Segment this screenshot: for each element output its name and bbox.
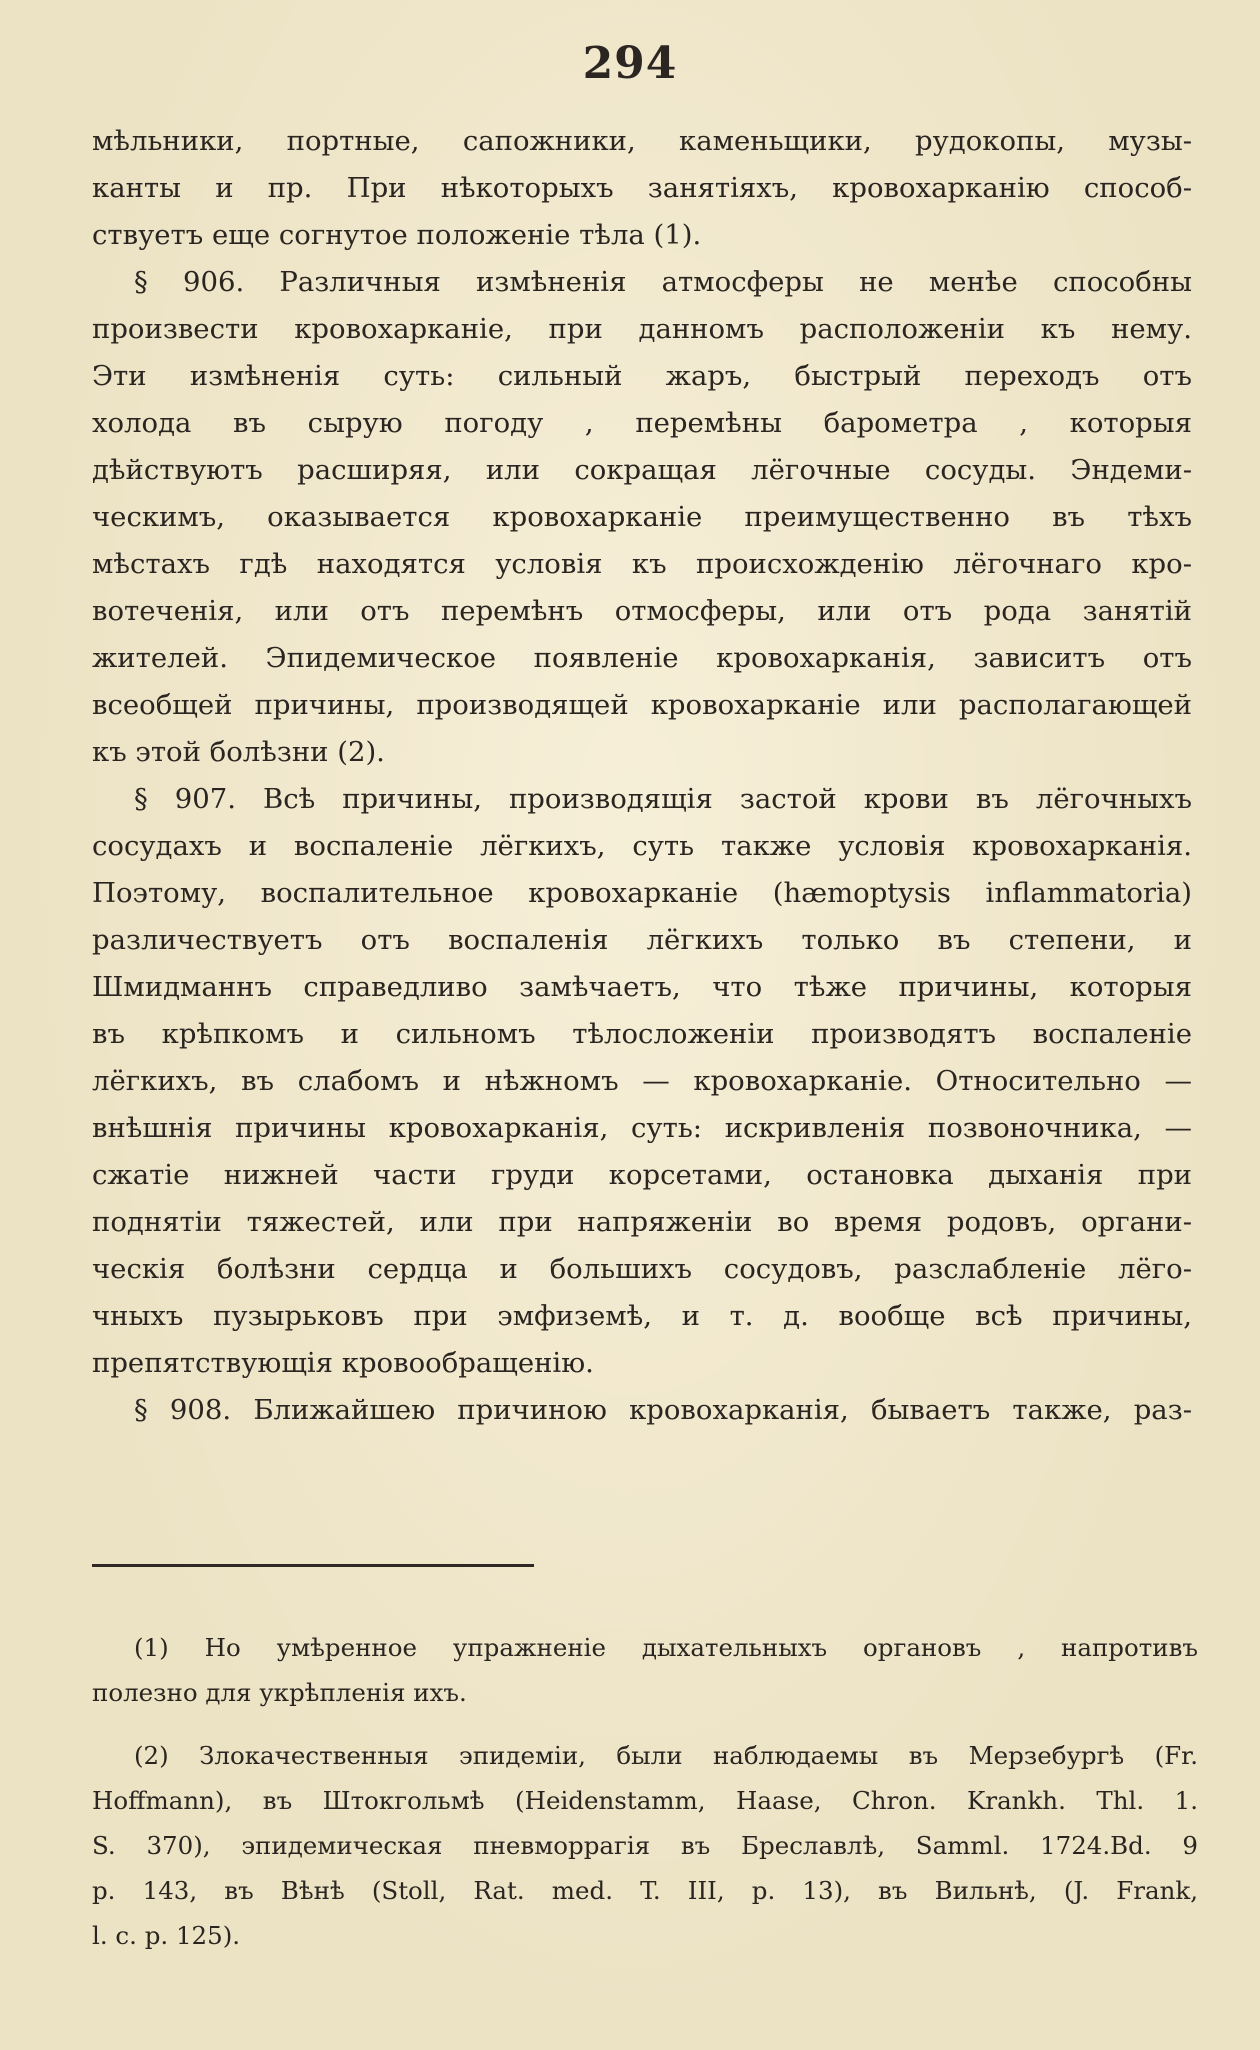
text-line: Шмидманнъ справедливо замѣчаетъ, что тѣже причины, которыя [92,971,1192,1003]
footnote-line: S. 370), эпидемическая пневморрагія въ Бреславлѣ, Samml. 1724.Bd. 9 [92,1831,1198,1860]
footnote-line: p. 143, въ Вѣнѣ (Stoll, Rat. med. T. III, p. 13), въ Вильнѣ, (J. Frank, [92,1876,1198,1905]
text-line: внѣшнія причины кровохарканія, суть: искривленія позвоночника, — [92,1112,1192,1144]
text-line: сжатіе нижней части груди корсетами, остановка дыханія при [92,1159,1192,1191]
footnote-line: l. c. p. 125). [92,1921,241,1950]
text-line: произвести кровохарканіе, при данномъ расположеніи къ нему. [92,313,1192,345]
text-line: всеобщей причины, производящей кровохарканіе или располагающей [92,689,1192,721]
text-line: ческимъ, оказывается кровохарканіе преимущественно въ тѣхъ [92,501,1192,533]
footnotes [92,1625,1198,1958]
text-line: мѣстахъ гдѣ находятся условія къ происхожденію лёгочнаго кро- [92,548,1192,580]
footnote-separator [92,1564,534,1567]
text-line: ствуетъ еще согнутое положеніе тѣла (1). [92,219,702,251]
main-text [92,118,1192,1434]
footnote-1 [92,1625,1198,1715]
text-line: препятствующія кровообращенію. [92,1347,594,1379]
footnote-line: полезно для укрѣпленія ихъ. [92,1678,467,1707]
footnote-line: Hoffmann), въ Штокгольмѣ (Heidenstamm, Haase, Chron. Krankh. Thl. 1. [92,1786,1198,1815]
text-line: холода въ сырую погоду , перемѣны барометра , которыя [92,407,1192,439]
text-line: сосудахъ и воспаленіе лёгкихъ, суть также условія кровохарканія. [92,830,1192,862]
text-line: вотеченія, или отъ перемѣнъ отмосферы, или отъ рода занятій [92,595,1192,627]
text-line: § 906. Различныя измѣненія атмосферы не менѣе способны [134,266,1192,298]
text-line: Эти измѣненія суть: сильный жаръ, быстрый переходъ отъ [92,360,1192,392]
text-line: жителей. Эпидемическое появленіе кровохарканія, зависитъ отъ [92,642,1192,674]
text-line: поднятіи тяжестей, или при напряженіи во время родовъ, органи- [92,1206,1192,1238]
text-line: Поэтому, воспалительное кровохарканіе (hæmoptysis inflammatoria) [92,877,1192,909]
text-line: въ крѣпкомъ и сильномъ тѣлосложеніи производятъ воспаленіе [92,1018,1192,1050]
text-line: § 908. Ближайшею причиною кровохарканія, бываетъ также, раз- [134,1394,1192,1426]
text-line: чныхъ пузырьковъ при эмфиземѣ, и т. д. вообще всѣ причины, [92,1300,1192,1332]
text-line: мѣльники, портные, сапожники, каменьщики, рудокопы, музы- [92,125,1192,157]
text-line: § 907. Всѣ причины, производящія застой крови въ лёгочныхъ [134,783,1192,815]
footnote-2 [92,1733,1198,1958]
footnote-gap [92,1715,1198,1733]
text-line: канты и пр. При нѣкоторыхъ занятіяхъ, кровохарканію способ- [92,172,1192,204]
text-line: ческія болѣзни сердца и большихъ сосудовъ, разслабленіе лёго- [92,1253,1192,1285]
footnote-line: (1) Но умѣренное упражненіе дыхательныхъ органовъ , напротивъ [134,1633,1198,1662]
text-line: лёгкихъ, въ слабомъ и нѣжномъ — кровохарканіе. Относительно — [92,1065,1192,1097]
text-line: къ этой болѣзни (2). [92,736,385,768]
page-number: 294 [582,38,678,89]
text-line: различествуетъ отъ воспаленія лёгкихъ только въ степени, и [92,924,1192,956]
text-line: дѣйствуютъ расширяя, или сокращая лёгочные сосуды. Эндеми- [92,454,1192,486]
footnote-line: (2) Злокачественныя эпидеміи, были наблюдаемы въ Мерзебургѣ (Fr. [134,1741,1198,1770]
